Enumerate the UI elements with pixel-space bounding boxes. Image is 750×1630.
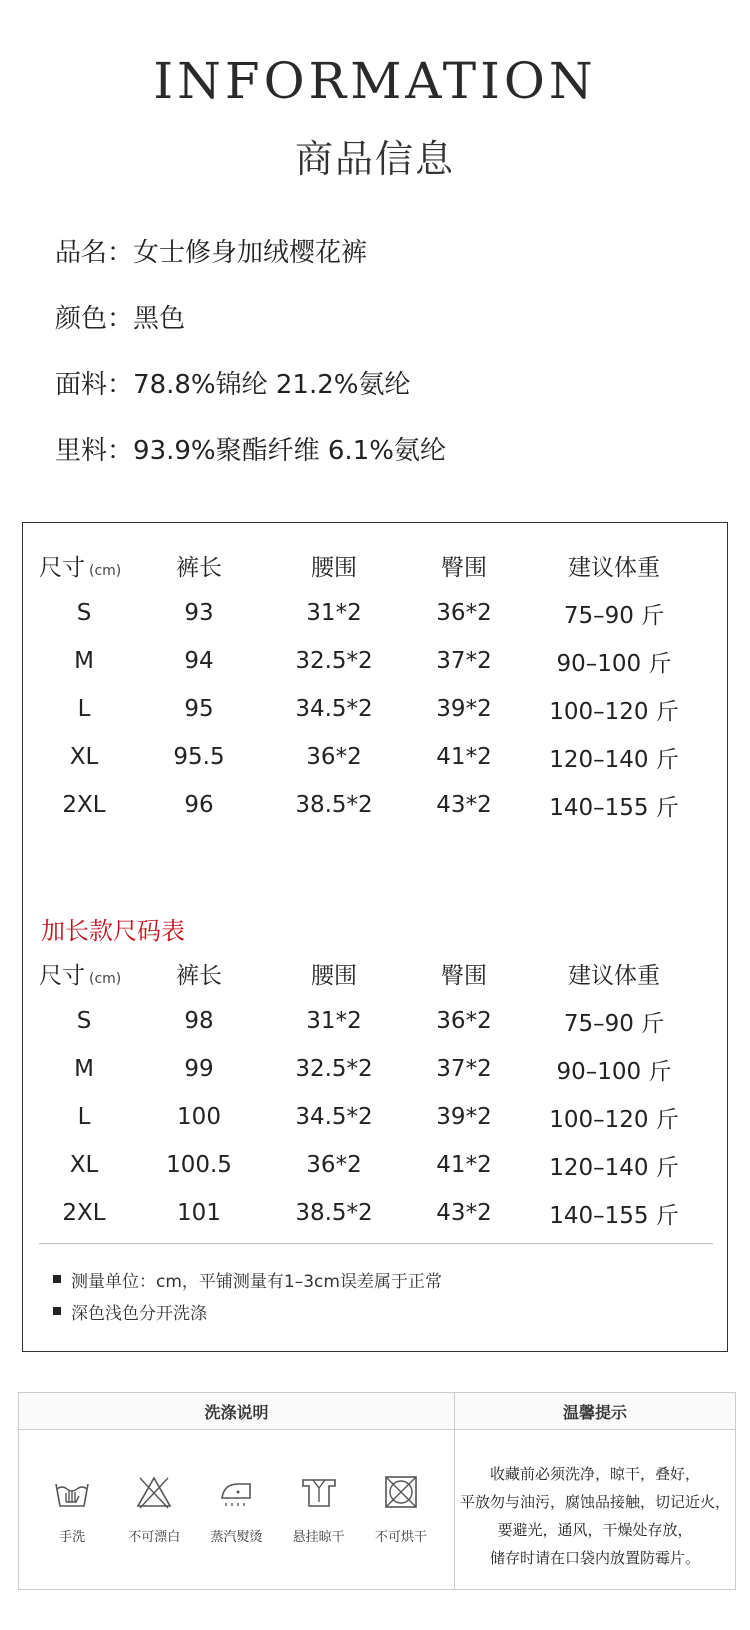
tip-line: 收藏前必须洗净，晾干，叠好，	[489, 1465, 700, 1483]
table-header-row	[39, 541, 739, 589]
table-row	[39, 589, 739, 637]
table-cell: 38.5*2	[295, 1200, 373, 1226]
size-table-long	[39, 949, 739, 1237]
care-item-hang-dry	[284, 1472, 354, 1545]
table-cell: XL	[69, 1152, 99, 1178]
table-cell: 36*2	[306, 744, 362, 770]
care-label: 不可漂白	[128, 1530, 181, 1545]
header-waist-text: 腰围	[311, 962, 357, 989]
info-label: 里料 ：	[55, 436, 133, 466]
tips-text	[455, 1430, 735, 1572]
info-label: 品名 ：	[55, 238, 133, 268]
table-cell: 96	[184, 792, 214, 818]
table-cell: XL	[69, 744, 99, 770]
header-size	[39, 957, 129, 990]
header-size	[39, 549, 129, 582]
care-label: 悬挂晾干	[292, 1530, 345, 1545]
unit-label: (cm)	[89, 970, 122, 987]
table-cell: 36*2	[306, 1152, 362, 1178]
no-bleach-icon	[134, 1472, 174, 1512]
header-hip-text: 臀围	[441, 554, 487, 581]
table-cell: 120–140 斤	[549, 1154, 679, 1181]
tip-line: 要避光，通风，干燥处存放，	[497, 1521, 693, 1539]
header-weight	[529, 957, 699, 990]
table-cell: 90–100 斤	[556, 1058, 672, 1085]
info-row-fabric	[55, 364, 446, 430]
long-size-title: 加长款尺码表	[41, 917, 185, 945]
table-cell: 31*2	[306, 1008, 362, 1034]
header-waist-text: 腰围	[311, 554, 357, 581]
no-tumble-dry-icon	[381, 1472, 421, 1512]
tip-line: 平放勿与油污，腐蚀品接触，切记近火，	[459, 1493, 730, 1511]
header-hip	[399, 957, 529, 990]
info-label: 面料 ：	[55, 370, 133, 400]
note-item	[53, 1295, 442, 1327]
header-length-text: 裤长	[176, 554, 222, 581]
header-hip-text: 臀围	[441, 962, 487, 989]
header-length	[129, 549, 269, 582]
table-cell: 43*2	[436, 1200, 492, 1226]
table-cell: 98	[184, 1008, 214, 1034]
size-table-regular	[39, 541, 739, 829]
bullet-icon	[53, 1307, 61, 1315]
header-waist	[269, 549, 399, 582]
table-cell: 99	[184, 1056, 214, 1082]
table-row	[39, 1189, 739, 1237]
table-cell: 94	[184, 648, 214, 674]
header-weight	[529, 549, 699, 582]
care-item-steam-iron	[201, 1472, 271, 1545]
title-chinese: 商品信息	[294, 137, 455, 181]
header-waist	[269, 957, 399, 990]
table-cell: 39*2	[436, 696, 492, 722]
table-cell: L	[77, 1104, 91, 1130]
table-cell: S	[76, 600, 92, 626]
table-cell: 120–140 斤	[549, 746, 679, 773]
wash-title: 洗涤说明	[19, 1393, 454, 1430]
tip-line: 储存时请在口袋内放置防霉片。	[489, 1549, 700, 1567]
title-english: INFORMATION	[153, 52, 597, 110]
note-item	[53, 1263, 442, 1295]
table-cell: 36*2	[436, 600, 492, 626]
table-cell: 95.5	[173, 744, 225, 770]
header-size-text: 尺寸	[39, 554, 85, 581]
table-row	[39, 733, 739, 781]
table-cell: S	[76, 1008, 92, 1034]
care-label: 蒸汽熨烫	[210, 1530, 263, 1545]
info-value: 女士修身加绒樱花裤	[133, 238, 368, 268]
note-text: 深色浅色分开洗涤	[71, 1303, 207, 1324]
table-cell: 43*2	[436, 792, 492, 818]
table-row	[39, 637, 739, 685]
table-cell: 31*2	[306, 600, 362, 626]
header-size-text: 尺寸	[39, 962, 85, 989]
table-cell: 2XL	[62, 792, 106, 818]
info-value: 黑色	[133, 304, 186, 334]
table-cell: M	[74, 648, 94, 674]
table-cell: 36*2	[436, 1008, 492, 1034]
table-cell: 100	[177, 1104, 221, 1130]
warm-tips	[455, 1393, 735, 1589]
info-row-name	[55, 232, 446, 298]
unit-label: (cm)	[89, 562, 122, 579]
table-cell: 37*2	[436, 648, 492, 674]
info-value: 78.8%锦纶 21.2%氨纶	[133, 370, 411, 400]
table-row	[39, 685, 739, 733]
hang-dry-icon	[299, 1472, 339, 1512]
table-cell: 140–155 斤	[549, 794, 679, 821]
table-cell: 32.5*2	[295, 648, 373, 674]
info-value: 93.9%聚酯纤维 6.1%氨纶	[133, 436, 446, 466]
product-info	[55, 232, 446, 496]
info-row-color	[55, 298, 446, 364]
table-cell: 95	[184, 696, 214, 722]
table-cell: 75–90 斤	[563, 1010, 665, 1037]
table-cell: 75–90 斤	[563, 602, 665, 629]
table-row	[39, 1141, 739, 1189]
wash-instructions	[19, 1393, 455, 1589]
info-label: 颜色 ：	[55, 304, 133, 334]
care-section	[18, 1392, 736, 1590]
bullet-icon	[53, 1275, 61, 1283]
table-cell: 100.5	[166, 1152, 232, 1178]
table-cell: 140–155 斤	[549, 1202, 679, 1229]
tips-title: 温馨提示	[455, 1393, 735, 1430]
table-cell: 41*2	[436, 1152, 492, 1178]
size-chart-box	[22, 522, 728, 1352]
care-item-no-bleach	[119, 1472, 189, 1545]
table-cell: 39*2	[436, 1104, 492, 1130]
header-weight-text: 建议体重	[568, 962, 660, 989]
hand-wash-icon	[52, 1472, 92, 1512]
measure-notes	[53, 1263, 442, 1327]
divider	[39, 1243, 713, 1244]
care-icons	[19, 1430, 454, 1545]
table-cell: 34.5*2	[295, 1104, 373, 1130]
table-row	[39, 997, 739, 1045]
header-weight-text: 建议体重	[568, 554, 660, 581]
table-cell: 100–120 斤	[549, 1106, 679, 1133]
table-cell: 38.5*2	[295, 792, 373, 818]
table-cell: 2XL	[62, 1200, 106, 1226]
info-row-lining	[55, 430, 446, 496]
table-row	[39, 1093, 739, 1141]
note-text: 测量单位：cm，平铺测量有1–3cm误差属于正常	[71, 1271, 442, 1292]
table-cell: M	[74, 1056, 94, 1082]
header-length	[129, 957, 269, 990]
care-label: 不可烘干	[374, 1530, 427, 1545]
care-label: 手洗	[59, 1530, 86, 1545]
table-header-row	[39, 949, 739, 997]
table-cell: 101	[177, 1200, 221, 1226]
header-hip	[399, 549, 529, 582]
care-item-no-tumble-dry	[366, 1472, 436, 1545]
table-row	[39, 1045, 739, 1093]
table-cell: L	[77, 696, 91, 722]
table-cell: 41*2	[436, 744, 492, 770]
header-length-text: 裤长	[176, 962, 222, 989]
table-cell: 93	[184, 600, 214, 626]
table-cell: 37*2	[436, 1056, 492, 1082]
table-row	[39, 781, 739, 829]
table-cell: 100–120 斤	[549, 698, 679, 725]
table-cell: 32.5*2	[295, 1056, 373, 1082]
table-cell: 34.5*2	[295, 696, 373, 722]
steam-iron-icon	[216, 1472, 256, 1512]
care-item-hand-wash	[37, 1472, 107, 1545]
table-cell: 90–100 斤	[556, 650, 672, 677]
